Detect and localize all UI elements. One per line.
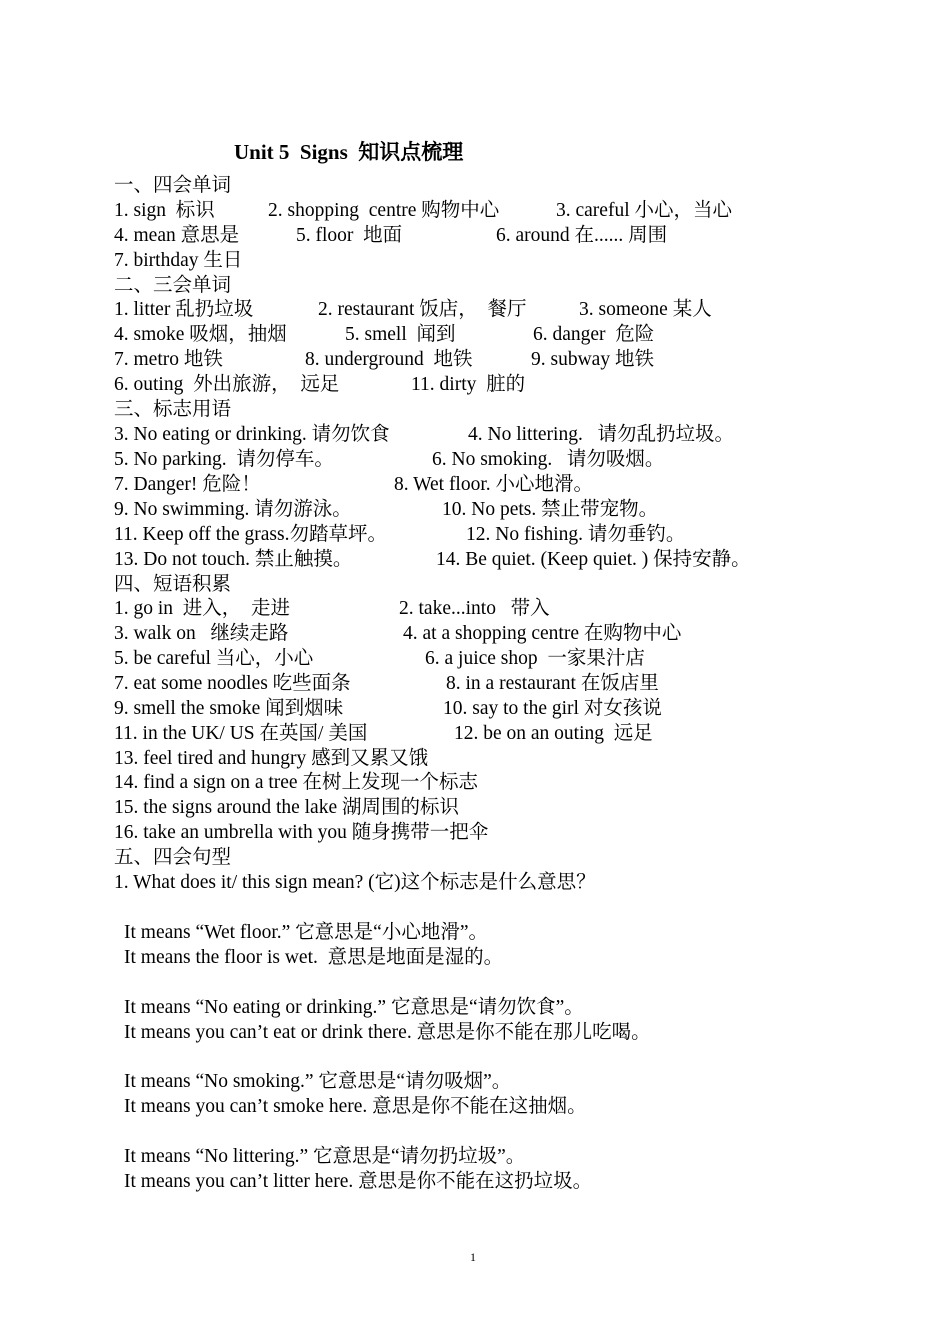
sign-item: 5. No parking. 请勿停车。	[114, 449, 334, 470]
sign-item: 4. No littering. 请勿乱扔垃圾。	[468, 424, 734, 445]
sign-item: 8. Wet floor. 小心地滑。	[394, 474, 594, 495]
section-heading-3: 三、标志用语	[114, 399, 232, 420]
sign-item: 6. No smoking. 请勿吸烟。	[432, 449, 665, 470]
sign-line	[114, 473, 594, 497]
phrase-line	[114, 821, 489, 845]
phrase-line	[114, 796, 459, 820]
phrase-item: 5. be careful 当心，小心	[114, 648, 314, 669]
sentence-answer: It means you can’t smoke here. 意思是你不能在这抽烟。	[124, 1096, 587, 1117]
sentence-answer: It means “No smoking.” 它意思是“请勿吸烟”。	[124, 1071, 512, 1092]
vocab-item: 1. litter 乱扔垃圾	[114, 299, 254, 320]
phrase-item: 6. a juice shop 一家果汁店	[425, 648, 645, 669]
sign-item: 11. Keep off the grass.勿踏草坪。	[114, 524, 387, 545]
vocab-item: 11. dirty 脏的	[411, 374, 526, 395]
vocab-line	[114, 249, 243, 273]
sentence-answer: It means you can’t eat or drink there. 意思是你不能在那儿吃喝。	[124, 1022, 651, 1043]
vocab-item: 4. smoke 吸烟，抽烟	[114, 324, 287, 345]
vocab-line	[114, 373, 526, 397]
vocab-item: 2. restaurant 饭店， 餐厅	[318, 299, 527, 320]
vocab-item: 6. danger 危险	[533, 324, 655, 345]
phrase-line	[114, 647, 645, 671]
phrase-item: 11. in the UK/ US 在英国/ 美国	[114, 723, 368, 744]
sign-line	[114, 498, 659, 522]
sign-item: 13. Do not touch. 禁止触摸。	[114, 549, 353, 570]
section-heading-4: 四、短语积累	[114, 574, 232, 595]
vocab-item: 7. metro 地铁	[114, 349, 223, 370]
phrase-item: 12. be on an outing 远足	[454, 723, 653, 744]
phrase-item: 10. say to the girl 对女孩说	[443, 698, 662, 719]
vocab-item: 3. someone 某人	[579, 299, 712, 320]
phrase-item: 3. walk on 继续走路	[114, 623, 289, 644]
phrase-line	[114, 622, 682, 646]
sign-item: 12. No fishing. 请勿垂钓。	[466, 524, 686, 545]
phrase-item: 4. at a shopping centre 在购物中心	[403, 623, 682, 644]
section-heading-2: 二、三会单词	[114, 275, 232, 296]
sign-item: 14. Be quiet. (Keep quiet. ) 保持安静。	[436, 549, 751, 570]
phrase-item: 13. feel tired and hungry 感到又累又饿	[114, 748, 429, 769]
page-title: Unit 5 Signs 知识点梳理	[234, 140, 464, 164]
vocab-item: 9. subway 地铁	[531, 349, 654, 370]
sentence-answer: It means “No littering.” 它意思是“请勿扔垃圾”。	[124, 1146, 526, 1167]
vocab-item: 7. birthday 生日	[114, 250, 243, 271]
page-number: 1	[470, 1250, 476, 1264]
phrase-line	[114, 697, 662, 721]
phrase-item: 9. smell the smoke 闻到烟味	[114, 698, 344, 719]
sign-line	[114, 448, 665, 472]
phrase-item: 7. eat some noodles 吃些面条	[114, 673, 351, 694]
sentence-question: 1. What does it/ this sign mean? (它)这个标志是什么意思？	[114, 872, 596, 893]
phrase-line	[114, 771, 478, 795]
vocab-line	[114, 199, 732, 223]
phrase-item: 15. the signs around the lake 湖周围的标识	[114, 797, 459, 818]
vocab-item: 5. floor 地面	[296, 225, 403, 246]
sign-item: 10. No pets. 禁止带宠物。	[442, 499, 659, 520]
vocab-line	[114, 348, 654, 372]
vocab-item: 3. careful 小心，当心	[556, 200, 732, 221]
vocab-item: 4. mean 意思是	[114, 225, 240, 246]
sentence-answer: It means the floor is wet. 意思是地面是湿的。	[124, 947, 504, 968]
phrase-line	[114, 672, 659, 696]
sentence-answer: It means you can’t litter here. 意思是你不能在这扔垃圾。	[124, 1171, 593, 1192]
phrase-item: 8. in a restaurant 在饭店里	[446, 673, 659, 694]
sentence-answer: It means “No eating or drinking.” 它意思是“请勿饮食”。	[124, 997, 584, 1018]
sign-line	[114, 423, 734, 447]
phrase-item: 14. find a sign on a tree 在树上发现一个标志	[114, 772, 478, 793]
sign-item: 7. Danger! 危险！	[114, 474, 261, 495]
phrase-item: 1. go in 进入， 走进	[114, 598, 291, 619]
phrase-line	[114, 722, 653, 746]
vocab-line	[114, 298, 712, 322]
phrase-item: 2. take...into 带入	[399, 598, 550, 619]
vocab-line	[114, 224, 668, 248]
sign-line	[114, 523, 686, 547]
phrase-line	[114, 597, 550, 621]
section-heading-1: 一、四会单词	[114, 175, 232, 196]
sentence-answer: It means “Wet floor.” 它意思是“小心地滑”。	[124, 922, 488, 943]
vocab-item: 8. underground 地铁	[305, 349, 473, 370]
sign-item: 9. No swimming. 请勿游泳。	[114, 499, 352, 520]
sign-line	[114, 548, 751, 572]
vocab-item: 6. around 在...... 周围	[496, 225, 668, 246]
phrase-item: 16. take an umbrella with you 随身携带一把伞	[114, 822, 489, 843]
vocab-item: 1. sign 标识	[114, 200, 215, 221]
phrase-line	[114, 747, 429, 771]
vocab-line	[114, 323, 655, 347]
vocab-item: 5. smell 闻到	[345, 324, 456, 345]
vocab-item: 6. outing 外出旅游， 远足	[114, 374, 340, 395]
section-heading-5: 五、四会句型	[114, 847, 232, 868]
sign-item: 3. No eating or drinking. 请勿饮食	[114, 424, 390, 445]
vocab-item: 2. shopping centre 购物中心	[268, 200, 500, 221]
